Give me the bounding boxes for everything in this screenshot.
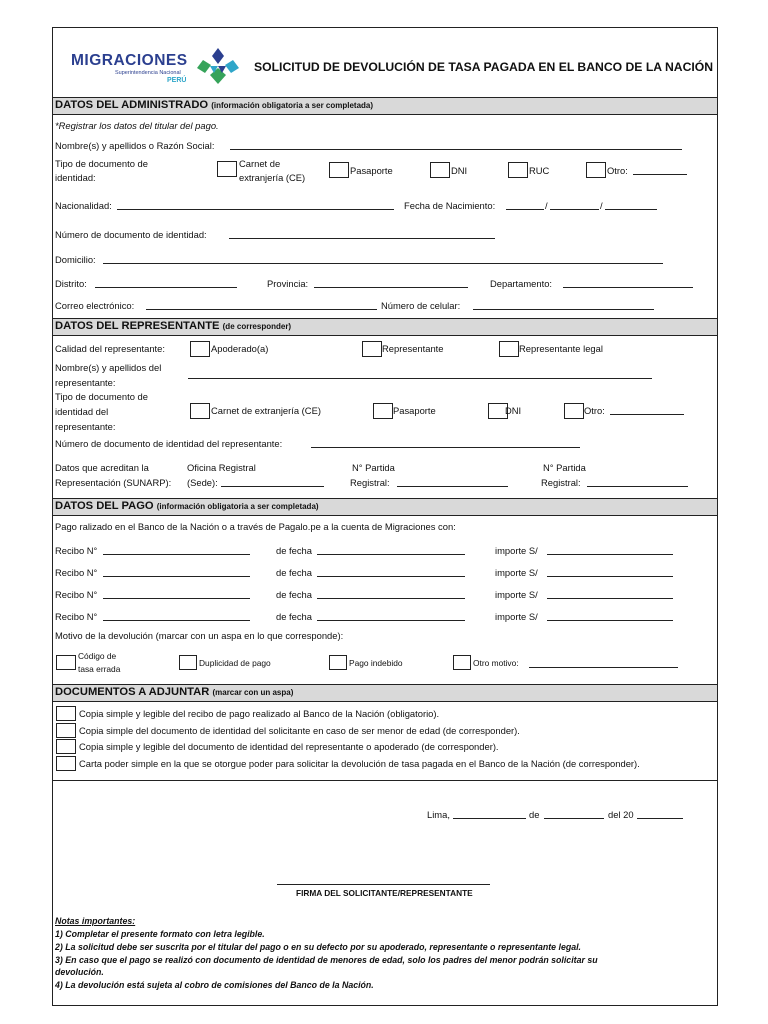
rep-acredita-label-2: Representación (SUNARP): [55, 477, 172, 488]
section-representante-header [53, 318, 717, 336]
admin-name-field[interactable] [230, 149, 682, 150]
admin-pasaporte-label: Pasaporte [350, 165, 393, 176]
firma-del-label: del 20 [608, 809, 634, 820]
logo-brand-text: MIGRACIONES [71, 52, 188, 69]
pago-motivo-label: Motivo de la devolución (marcar con un aspa en lo que corresponde): [55, 630, 344, 641]
rep-pasaporte-label: Pasaporte [393, 405, 436, 416]
doc-item-label: Copia simple y legible del recibo de pago realizado al Banco de la Nación (obligatorio). [79, 708, 440, 719]
rep-otro-field[interactable] [610, 414, 684, 415]
admin-fecha-nac-label: Fecha de Nacimiento: [404, 200, 496, 211]
section-title: DOCUMENTOS A ADJUNTAR [55, 686, 210, 698]
admin-departamento-field[interactable] [563, 287, 693, 288]
pago-indebido-label: Pago indebido [349, 658, 403, 668]
admin-otro-checkbox[interactable] [586, 162, 606, 178]
admin-num-doc-field[interactable] [229, 238, 495, 239]
recibo-fecha-field[interactable] [317, 620, 465, 621]
recibo-label: Recibo N° [55, 589, 98, 600]
firma-lima-label: Lima, [427, 809, 450, 820]
recibo-label: Recibo N° [55, 611, 98, 622]
rep-apoderado-label: Apoderado(a) [211, 343, 269, 354]
page-title: SOLICITUD DE DEVOLUCIÓN DE TASA PAGADA EN EL BANCO DE LA NACIÓN [254, 60, 714, 74]
rep-otro-checkbox[interactable] [564, 403, 584, 419]
rep-nombre-label-2: representante: [55, 377, 116, 388]
logo-country-text: PERÚ [167, 77, 187, 84]
rep-partida2-label-2: Registral: [541, 477, 581, 488]
admin-doc-type-label-2: identidad: [55, 172, 96, 183]
nota-item: devolución. [55, 967, 104, 978]
admin-num-doc-label: Número de documento de identidad: [55, 229, 207, 240]
recibo-importe-field[interactable] [547, 576, 673, 577]
logo-emblem-icon [195, 46, 241, 88]
rep-oficina-label-1: Oficina Registral [187, 462, 256, 473]
section-title: DATOS DEL PAGO [55, 500, 154, 512]
pago-otro-field[interactable] [529, 667, 678, 668]
pago-otro-label: Otro motivo: [473, 658, 519, 668]
recibo-importe-field[interactable] [547, 620, 673, 621]
firma-label: FIRMA DEL SOLICITANTE/REPRESENTANTE [296, 888, 473, 898]
doc-item-label: Copia simple del documento de identidad del solicitante en caso de ser menor de edad (de corresponder). [79, 725, 520, 736]
admin-ruc-label: RUC [529, 165, 550, 176]
recibo-fecha-field[interactable] [317, 554, 465, 555]
admin-correo-field[interactable] [146, 309, 377, 310]
admin-nacionalidad-field[interactable] [117, 209, 394, 210]
admin-distrito-label: Distrito: [55, 278, 87, 289]
admin-ce-label-1: Carnet de [239, 158, 281, 169]
section-divider [53, 780, 717, 781]
admin-doc-type-label-1: Tipo de documento de [55, 158, 148, 169]
doc-checkbox[interactable] [56, 706, 76, 721]
recibo-label: Recibo N° [55, 567, 98, 578]
doc-checkbox[interactable] [56, 756, 76, 771]
admin-provincia-label: Provincia: [267, 278, 309, 289]
admin-celular-label: Número de celular: [381, 300, 461, 311]
fecha-label: de fecha [276, 545, 312, 556]
importe-label: importe S/ [495, 611, 538, 622]
rep-nombre-field[interactable] [188, 378, 652, 379]
nota-item: 4) La devolución está sujeta al cobro de comisiones del Banco de la Nación. [55, 980, 374, 991]
admin-celular-field[interactable] [473, 309, 654, 310]
section-note: (información obligatoria a ser completada) [211, 101, 374, 110]
rep-ce-label: Carnet de extranjería (CE) [211, 405, 321, 416]
pago-otro-checkbox[interactable] [453, 655, 471, 670]
pago-indebido-checkbox[interactable] [329, 655, 347, 670]
form-sheet: MIGRACIONES Superintendencia Nacional PERÚ SOLICITUD DE DEVOLUCIÓN DE TASA PAGADA EN EL BANCO DE LA NACIÓN DATOS DEL ADMINISTRADO (información obligatoria a ser completada) *Registrar los datos del titular del pago. Nombre(s) y apellidos o Razón Social: Tipo de documento de identidad: Carnet de extranjería (CE) Pasaporte DNI RUC Otro: Nacionalidad: Fecha de Nacimiento: / / Número de documento de identidad: Domicilio: Distrito: Provincia: Departamento: Correo electrónico: Número de celular: DATOS DEL REPRESENTANTE (de corresponder) Calidad del representante: Apoderado(a) Representante Representante legal Nombre(s) y apellidos del representante: Tipo de documento de identidad del representante: Carnet de extranjería (CE) Pasaporte DNI Otro: Número de documento de identidad del representante: Datos que acreditan la Representación (SUNARP): Oficina Registral (Sede): N° Partida Registral: N° Partida Registral: DATOS DEL PAGO (información obligatoria a ser completada) Pago ralizado en el Banco de la Nación o a través de Pagalo.pe a la cuenta de Migraciones con: Recibo N° de fecha importe S/ Recibo N° de fecha importe S/ Recibo N° de fecha importe S/ Recibo N° de fecha importe S/ Motivo de la devolución (marcar con un aspa en lo que corresponde): Código de tasa errada Duplicidad de pago Pago indebido Otro motivo: DOCUMENTOS A ADJUNTAR (marcar con un aspa) Copia simple y legible del recibo de pago realizado al Banco de la Nación (obligatorio). Copia simple del documento de identidad del solicitante en caso de ser menor de edad (de corresponder). Copia simple y legible del documento de identidad del representante o apoderado (de corresponder). Carta poder simple en la que se otorgue poder para solicitar la devolución de tasa pagada en el Banco de la Nación (de corresponder). Lima, de del 20 FIRMA DEL SOLICITANTE/REPRESENTANTE Notas importantes: 1) Completar el presente formato con letra legible. 2) La solicitud debe ser suscrita por el titular del pago o en su defecto por su apoderado, representante o representante legal. 3) En caso que el pago se realizó con documento de identidad de menores de edad, solo los padres del menor podrán solicitar su devolución. 4) La devolución está sujeta al cobro de comisiones del Banco de la Nación. [52, 27, 718, 1006]
section-title: DATOS DEL ADMINISTRADO [55, 99, 209, 111]
rep-partida2-field[interactable] [587, 486, 688, 487]
nota-item: 3) En caso que el pago se realizó con documento de identidad de menores de edad, solo los padres del menor podrán solicitar su [55, 954, 598, 965]
nota-item: 1) Completar el presente formato con letra legible. [55, 929, 265, 939]
migraciones-logo [71, 50, 241, 94]
pago-codigo-label-1: Código de [78, 651, 117, 661]
recibo-fecha-field[interactable] [317, 598, 465, 599]
rep-nombre-label-1: Nombre(s) y apellidos del [55, 362, 162, 373]
recibo-number-field[interactable] [103, 598, 250, 599]
section-note: (marcar con un aspa) [212, 688, 294, 697]
rep-partida-field[interactable] [397, 486, 508, 487]
admin-dni-label: DNI [451, 165, 468, 176]
fecha-label: de fecha [276, 611, 312, 622]
admin-domicilio-field[interactable] [103, 263, 663, 264]
recibo-importe-field[interactable] [547, 598, 673, 599]
section-note: (información obligatoria a ser completada) [156, 502, 319, 511]
admin-otro-field[interactable] [633, 174, 687, 175]
doc-checkbox[interactable] [56, 723, 76, 738]
admin-otro-label: Otro: [607, 165, 628, 176]
logo-sub-text: Superintendencia Nacional [115, 70, 181, 76]
rep-partida-label-2: Registral: [350, 477, 390, 488]
admin-ce-checkbox[interactable] [217, 161, 237, 177]
admin-fecha-yy[interactable] [605, 209, 657, 210]
notas-title: Notas importantes: [55, 916, 136, 926]
rep-oficina-field[interactable] [221, 486, 324, 487]
rep-dni-label: DNI [505, 405, 522, 416]
firma-anio-field[interactable] [637, 818, 683, 819]
importe-label: importe S/ [495, 545, 538, 556]
rep-tipo-label-3: representante: [55, 421, 116, 432]
admin-dni-checkbox[interactable] [430, 162, 450, 178]
doc-item-label: Carta poder simple en la que se otorgue poder para solicitar la devolución de tasa pagada en el Banco de la Nación (de corresponder). [79, 758, 640, 769]
pago-intro: Pago ralizado en el Banco de la Nación o a través de Pagalo.pe a la cuenta de Migraciones con: [55, 521, 456, 532]
importe-label: importe S/ [495, 567, 538, 578]
rep-rep-legal-checkbox[interactable] [499, 341, 519, 357]
admin-domicilio-label: Domicilio: [55, 254, 96, 265]
admin-nacionalidad-label: Nacionalidad: [55, 200, 112, 211]
admin-fecha-mm[interactable] [550, 209, 599, 210]
rep-num-doc-field[interactable] [311, 447, 580, 448]
rep-rep-legal-label: Representante legal [519, 343, 603, 354]
rep-oficina-label-2: (Sede): [187, 477, 218, 488]
pago-codigo-checkbox[interactable] [56, 655, 76, 670]
doc-item-label: Copia simple y legible del documento de identidad del representante o apoderado (de corresponder). [79, 741, 499, 752]
admin-note: *Registrar los datos del titular del pago. [55, 120, 219, 131]
admin-correo-label: Correo electrónico: [55, 300, 135, 311]
admin-provincia-field[interactable] [314, 287, 468, 288]
recibo-fecha-field[interactable] [317, 576, 465, 577]
admin-departamento-label: Departamento: [490, 278, 553, 289]
admin-fecha-dd[interactable] [506, 209, 544, 210]
rep-ce-checkbox[interactable] [190, 403, 210, 419]
firma-de-label: de [529, 809, 540, 820]
firma-mes-field[interactable] [544, 818, 604, 819]
admin-name-label: Nombre(s) y apellidos o Razón Social: [55, 140, 215, 151]
doc-checkbox[interactable] [56, 739, 76, 754]
rep-partida-label-1: N° Partida [352, 462, 395, 473]
rep-tipo-label-2: identidad del [55, 406, 109, 417]
firma-signature-line[interactable] [277, 884, 490, 885]
recibo-number-field[interactable] [103, 620, 250, 621]
rep-representante-checkbox[interactable] [362, 341, 382, 357]
importe-label: importe S/ [495, 589, 538, 600]
rep-apoderado-checkbox[interactable] [190, 341, 210, 357]
section-documentos-header [53, 684, 717, 702]
rep-pasaporte-checkbox[interactable] [373, 403, 393, 419]
rep-representante-label: Representante [382, 343, 444, 354]
rep-otro-label: Otro: [584, 405, 605, 416]
rep-acredita-label-1: Datos que acreditan la [55, 462, 149, 473]
recibo-label: Recibo N° [55, 545, 98, 556]
section-note: (de corresponder) [222, 322, 292, 331]
recibo-number-field[interactable] [103, 554, 250, 555]
rep-partida2-label-1: N° Partida [543, 462, 586, 473]
fecha-label: de fecha [276, 589, 312, 600]
admin-pasaporte-checkbox[interactable] [329, 162, 349, 178]
admin-ruc-checkbox[interactable] [508, 162, 528, 178]
section-administrado-header [53, 97, 717, 115]
section-pago-header [53, 498, 717, 516]
recibo-number-field[interactable] [103, 576, 250, 577]
recibo-importe-field[interactable] [547, 554, 673, 555]
rep-num-doc-label: Número de documento de identidad del representante: [55, 438, 283, 449]
pago-codigo-label-2: tasa errada [78, 664, 121, 674]
nota-item: 2) La solicitud debe ser suscrita por el titular del pago o en su defecto por su apoderado, representante o representante legal. [55, 941, 581, 952]
firma-dia-field[interactable] [453, 818, 526, 819]
section-title: DATOS DEL REPRESENTANTE [55, 320, 220, 332]
pago-duplicidad-checkbox[interactable] [179, 655, 197, 670]
pago-duplicidad-label: Duplicidad de pago [199, 658, 271, 668]
rep-calidad-label: Calidad del representante: [55, 343, 165, 354]
fecha-label: de fecha [276, 567, 312, 578]
admin-ce-label-2: extranjería (CE) [239, 172, 306, 183]
rep-tipo-label-1: Tipo de documento de [55, 391, 148, 402]
admin-distrito-field[interactable] [95, 287, 237, 288]
